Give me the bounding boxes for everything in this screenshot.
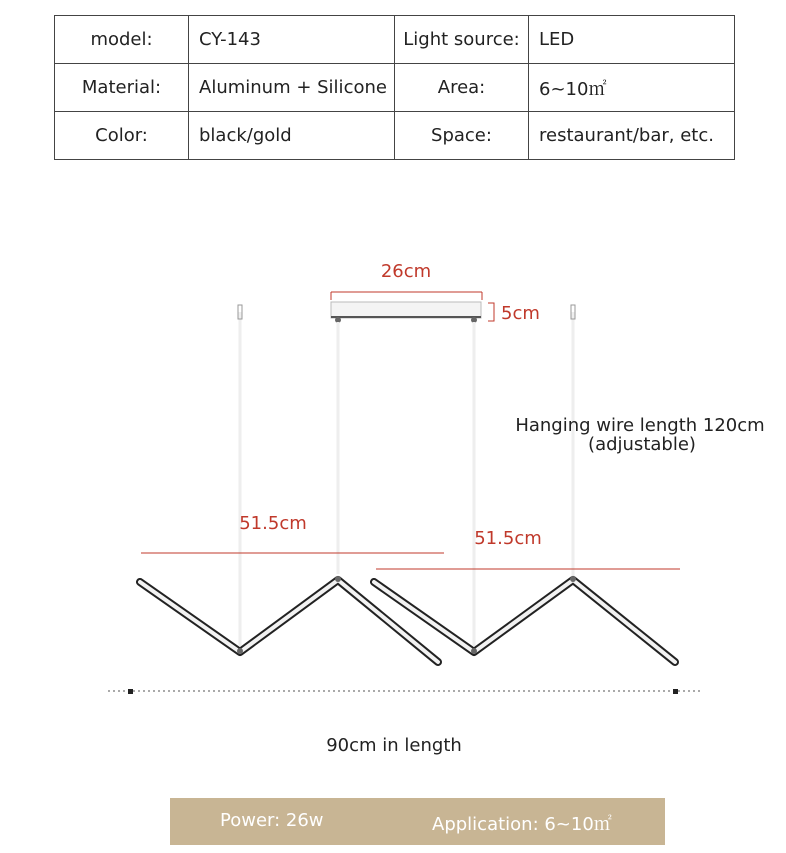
application-label: Application: 6~10㎡ <box>432 814 612 835</box>
footer-bar <box>170 798 665 845</box>
total-length-dimension <box>108 689 702 694</box>
canopy-height-label: 5cm <box>501 303 540 324</box>
hanging-wires <box>238 305 575 646</box>
spec-value-color: black/gold <box>189 112 395 160</box>
spec-value-light-source: LED <box>529 16 735 64</box>
wire-adjustable-note: (adjustable) <box>588 434 696 455</box>
power-label: Power: 26w <box>220 810 324 831</box>
joint-right-peak <box>570 576 576 582</box>
joint-left-valley <box>237 648 243 654</box>
spec-label-material: Material: <box>55 64 189 112</box>
section-left-width-label: 51.5cm <box>239 513 307 534</box>
canopy-width-dimension <box>331 292 482 300</box>
total-length-label: 90cm in length <box>326 735 462 756</box>
spec-label-model: model: <box>55 16 189 64</box>
joint-left-peak <box>335 576 341 582</box>
canopy-height-dimension <box>488 303 494 321</box>
spec-label-color: Color: <box>55 112 189 160</box>
spec-label-space: Space: <box>395 112 529 160</box>
spec-label-area: Area: <box>395 64 529 112</box>
canopy <box>331 302 481 318</box>
joint-right-valley <box>471 648 477 654</box>
spec-value-space: restaurant/bar, etc. <box>529 112 735 160</box>
canopy-width-label: 26cm <box>380 261 432 282</box>
spec-value-model: CY-143 <box>189 16 395 64</box>
light-fixture <box>140 580 675 662</box>
section-right-width-label: 51.5cm <box>474 528 542 549</box>
wire-length-note: Hanging wire length 120cm <box>515 415 765 436</box>
spec-value-area: 6~10㎡ <box>529 64 735 112</box>
spec-label-light-source: Light source: <box>395 16 529 64</box>
spec-value-material: Aluminum + Silicone <box>189 64 395 112</box>
